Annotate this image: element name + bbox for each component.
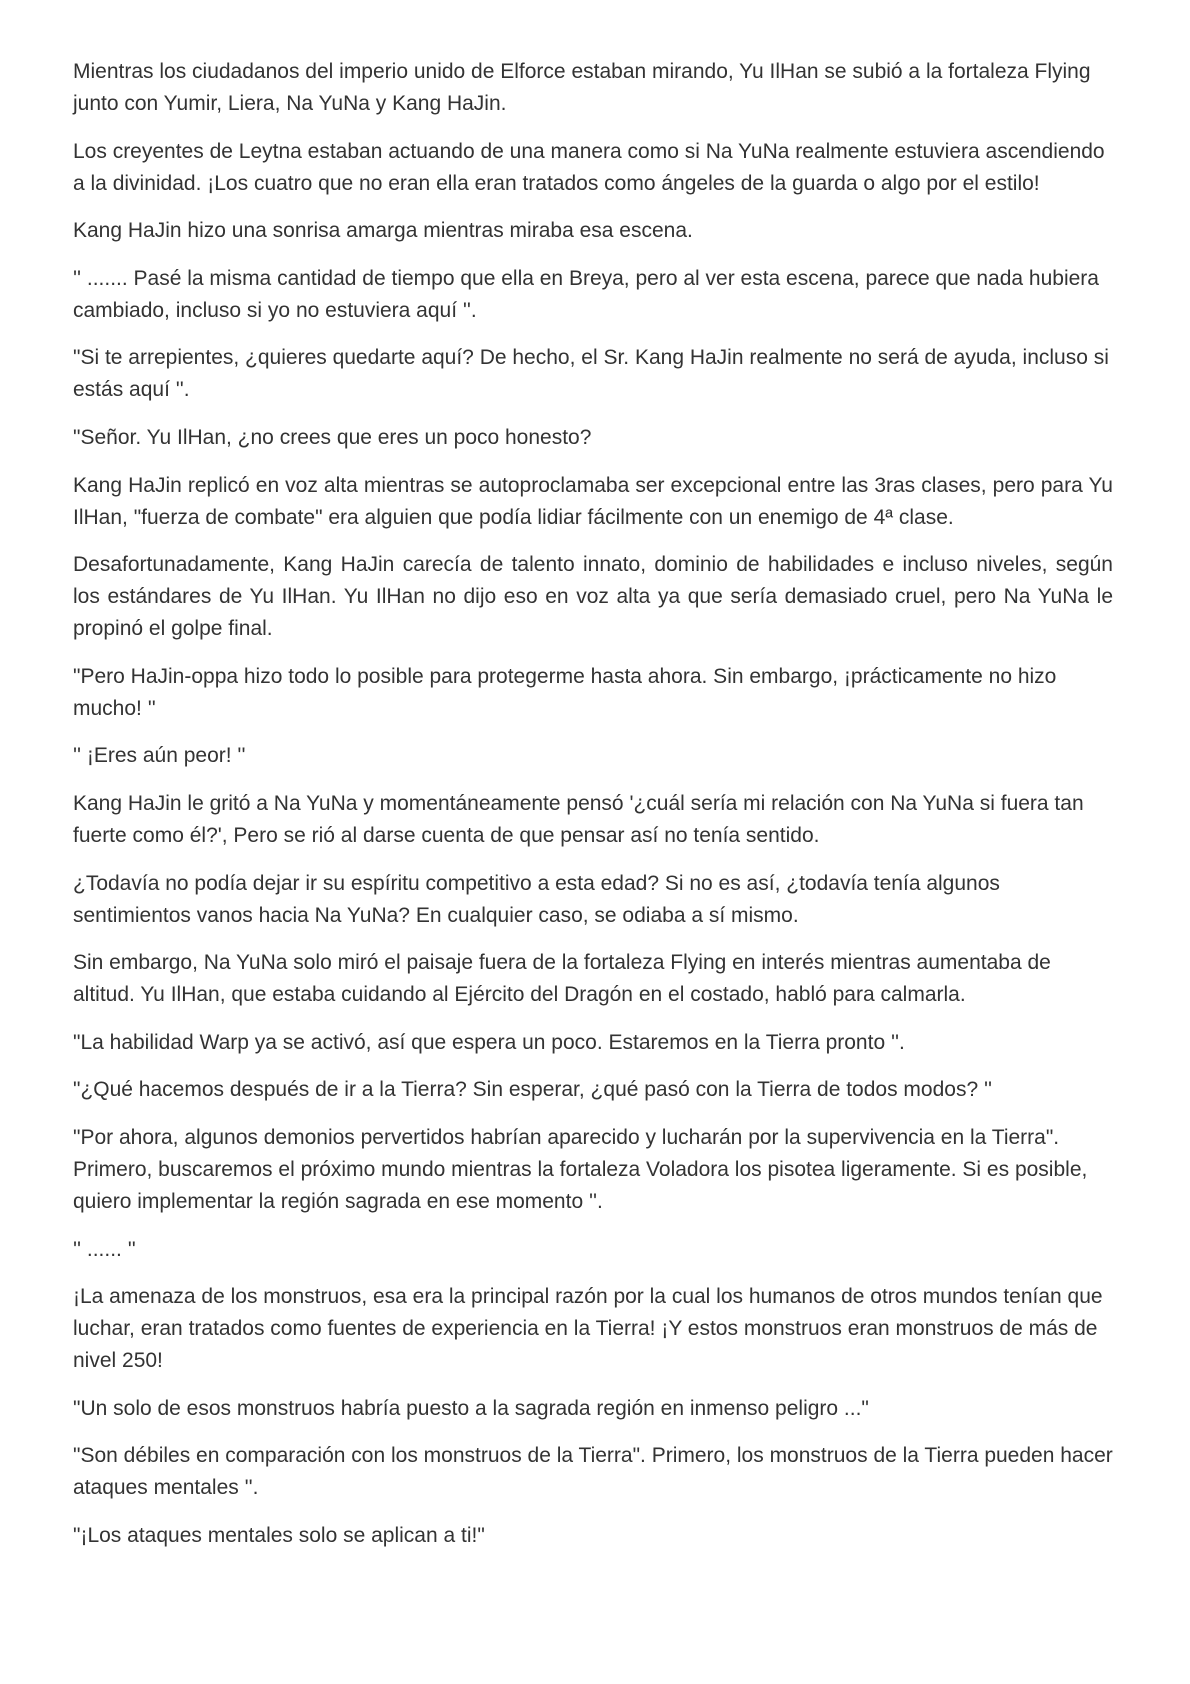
paragraph: "Si te arrepientes, ¿quieres quedarte aquí? De hecho, el Sr. Kang HaJin realmente no será de ayuda, incluso si estás aquí ''.	[73, 346, 1109, 402]
paragraph: Desafortunadamente, Kang HaJin carecía de talento innato, dominio de habilidades e incluso niveles, según los estándares de Yu IlHan. Yu IlHan no dijo eso en voz alta ya que sería demasiado cruel, pero Na YuNa le propinó el golpe final.	[73, 553, 1113, 641]
paragraph: Kang HaJin le gritó a Na YuNa y momentáneamente pensó '¿cuál sería mi relación con Na YuNa si fuera tan fuerte como él?', Pero se rió al darse cuenta de que pensar así no tenía sentido.	[73, 791, 1084, 847]
paragraph: Mientras los ciudadanos del imperio unido de Elforce estaban mirando, Yu IlHan se subió a la fortaleza Flying junto con Yumir, Liera, Na YuNa y Kang HaJin.	[73, 60, 1091, 115]
paragraph: "¡Los ataques mentales solo se aplican a ti!"	[73, 1523, 485, 1547]
paragraph: "Un solo de esos monstruos habría puesto a la sagrada región en inmenso peligro ..."	[73, 1396, 869, 1420]
document-page	[73, 56, 1113, 1567]
paragraph: '' ¡Eres aún peor! ''	[73, 744, 246, 768]
paragraph: "Señor. Yu IlHan, ¿no crees que eres un poco honesto?	[73, 425, 592, 449]
paragraph: "Son débiles en comparación con los monstruos de la Tierra". Primero, los monstruos de la Tierra pueden hacer ataques mentales ''.	[73, 1444, 1113, 1500]
paragraph: "Por ahora, algunos demonios pervertidos habrían aparecido y lucharán por la supervivencia en la Tierra". Primero, buscaremos el próximo mundo mientras la fortaleza Voladora los pisotea ligeramente. Si es posible, quiero implementar la región sagrada en ese momento ''.	[73, 1125, 1088, 1213]
paragraph: "La habilidad Warp ya se activó, así que espera un poco. Estaremos en la Tierra pronto ''.	[73, 1030, 905, 1054]
paragraph: Los creyentes de Leytna estaban actuando de una manera como si Na YuNa realmente estuviera ascendiendo a la divinidad. ¡Los cuatro que no eran ella eran tratados como ángeles de la guarda o algo por el estilo!	[73, 139, 1105, 195]
paragraph: ¡La amenaza de los monstruos, esa era la principal razón por la cual los humanos de otros mundos tenían que luchar, eran tratados como fuentes de experiencia en la Tierra! ¡Y estos monstruos eran monstruos de más de nivel 250!	[73, 1285, 1103, 1373]
paragraph: Kang HaJin hizo una sonrisa amarga mientras miraba esa escena.	[73, 219, 693, 243]
paragraph: "Pero HaJin-oppa hizo todo lo posible para protegerme hasta ahora. Sin embargo, ¡prácticamente no hizo mucho! ''	[73, 664, 1057, 720]
paragraph: ¿Todavía no podía dejar ir su espíritu competitivo a esta edad? Si no es así, ¿todavía tenía algunos sentimientos vanos hacia Na YuNa? En cualquier caso, se odiaba a sí mismo.	[73, 871, 1000, 927]
paragraph: '' ....... Pasé la misma cantidad de tiempo que ella en Breya, pero al ver esta escena, parece que nada hubiera cambiado, incluso si yo no estuviera aquí ''.	[73, 266, 1099, 322]
paragraph: Sin embargo, Na YuNa solo miró el paisaje fuera de la fortaleza Flying en interés mientras aumentaba de altitud. Yu IlHan, que estaba cuidando al Ejército del Dragón en el costado, habló para calmarla.	[73, 951, 1051, 1007]
paragraph: '' ...... ''	[73, 1237, 136, 1261]
paragraph: "¿Qué hacemos después de ir a la Tierra? Sin esperar, ¿qué pasó con la Tierra de todos modos? ''	[73, 1078, 992, 1102]
paragraph: Kang HaJin replicó en voz alta mientras se autoproclamaba ser excepcional entre las 3ras clases, pero para Yu IlHan, "fuerza de combate" era alguien que podía lidiar fácilmente con un enemigo de 4ª clase.	[73, 473, 1113, 529]
